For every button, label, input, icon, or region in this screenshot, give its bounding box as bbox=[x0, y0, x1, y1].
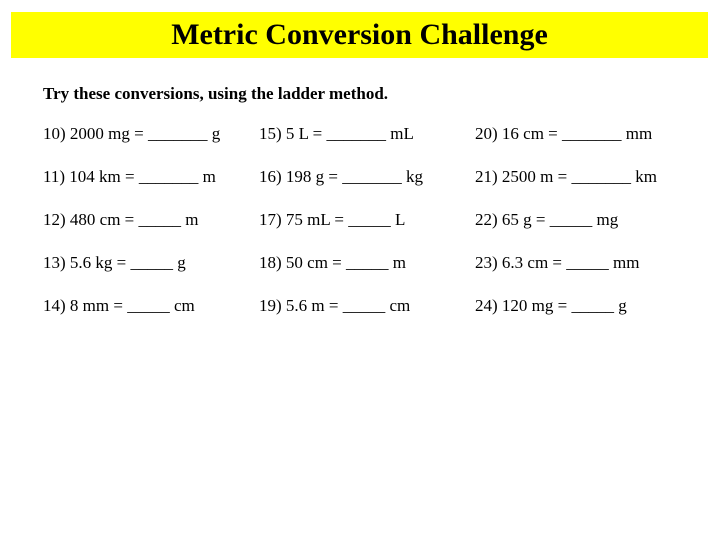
instructions-text: Try these conversions, using the ladder method. bbox=[43, 84, 389, 103]
problem-17: 17) 75 mL = _____ L bbox=[259, 210, 406, 229]
problem-19: 19) 5.6 m = _____ cm bbox=[259, 296, 411, 315]
problem-18: 18) 50 cm = _____ m bbox=[259, 253, 406, 272]
problem-row bbox=[43, 253, 703, 296]
problem-grid bbox=[43, 124, 703, 339]
problem-21: 21) 2500 m = _______ km bbox=[475, 167, 657, 186]
problem-14: 14) 8 mm = _____ cm bbox=[43, 296, 195, 315]
problem-23: 23) 6.3 cm = _____ mm bbox=[475, 253, 640, 272]
title-banner bbox=[11, 12, 708, 58]
problem-15: 15) 5 L = _______ mL bbox=[259, 124, 414, 143]
problem-row bbox=[43, 210, 703, 253]
problem-row bbox=[43, 167, 703, 210]
problem-12: 12) 480 cm = _____ m bbox=[43, 210, 199, 229]
problem-row bbox=[43, 296, 703, 339]
problem-20: 20) 16 cm = _______ mm bbox=[475, 124, 653, 143]
problem-22: 22) 65 g = _____ mg bbox=[475, 210, 619, 229]
problem-10: 10) 2000 mg = _______ g bbox=[43, 124, 221, 143]
problem-11: 11) 104 km = _______ m bbox=[43, 167, 216, 186]
problem-24: 24) 120 mg = _____ g bbox=[475, 296, 627, 315]
problem-row bbox=[43, 124, 703, 167]
problem-13: 13) 5.6 kg = _____ g bbox=[43, 253, 186, 272]
problem-16: 16) 198 g = _______ kg bbox=[259, 167, 423, 186]
page-title: Metric Conversion Challenge bbox=[171, 18, 548, 51]
